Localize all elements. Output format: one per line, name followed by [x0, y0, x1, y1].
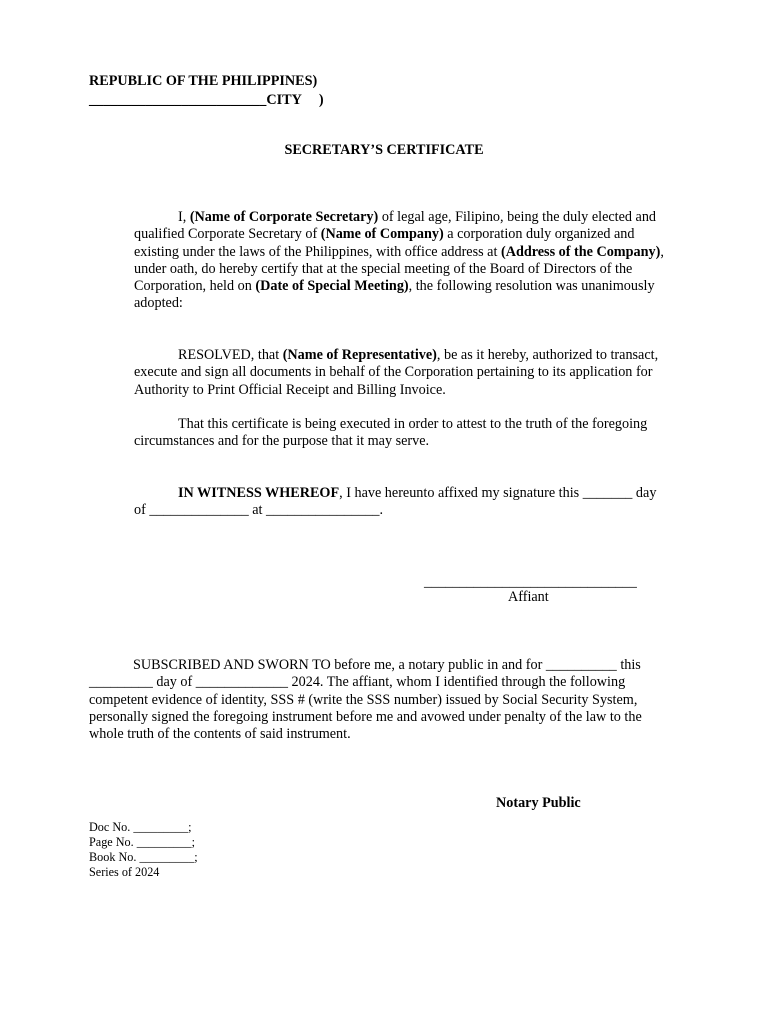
resolution-text: , be as it hereby, authorized to transact,	[436, 347, 659, 363]
republic-line: REPUBLIC OF THE PHILIPPINES)	[89, 73, 318, 89]
resolution-line	[134, 347, 658, 364]
jurat-line: whole truth of the contents of said instrument.	[89, 726, 351, 743]
jurat-text: SUBSCRIBED AND SWORN TO before me, a notary public in and for __________ this	[133, 657, 641, 673]
venue-header	[89, 73, 324, 109]
representative-placeholder: (Name of Representative)	[282, 347, 437, 363]
book-number: Book No. _________;	[89, 850, 198, 864]
intro-text: a corporation duly organized and	[443, 226, 635, 243]
intro-text: qualified Corporate Secretary of	[134, 226, 321, 243]
city-paren: )	[318, 92, 324, 108]
jurat-line	[89, 657, 642, 674]
jurat-line: personally signed the foregoing instrument before me and avowed under penalty of the law to the	[89, 708, 642, 725]
doc-number: Doc No. _________;	[89, 820, 192, 834]
affiant-label: Affiant	[508, 589, 549, 605]
purpose-paragraph	[134, 416, 647, 451]
resolution-text: RESOLVED, that	[178, 347, 283, 363]
document-title: SECRETARY’S CERTIFICATE	[284, 142, 484, 158]
city-blank: _________________________	[89, 92, 267, 108]
intro-line	[134, 278, 664, 295]
intro-text: ,	[660, 243, 664, 260]
company-name-placeholder: (Name of Company)	[320, 226, 444, 243]
corporate-secretary-placeholder: (Name of Corporate Secretary)	[189, 209, 379, 225]
witness-line: of ______________ at ________________.	[134, 502, 384, 519]
affiant-signature-line: ______________________________	[424, 574, 637, 590]
page-number: Page No. _________;	[89, 835, 195, 849]
series-year: Series of 2024	[89, 865, 160, 879]
purpose-line	[134, 416, 647, 433]
city-label: CITY	[266, 92, 302, 108]
witness-paragraph	[134, 485, 656, 520]
intro-line	[134, 226, 664, 243]
purpose-line: circumstances and for the purpose that it may serve.	[134, 433, 430, 450]
jurat-line: _________ day of _____________ 2024. The affiant, whom I identified through the following	[89, 674, 626, 691]
resolution-line: execute and sign all documents in behalf of the Corporation pertaining to its application for	[134, 364, 653, 381]
intro-text: existing under the laws of the Philippines, with office address at	[134, 243, 501, 260]
intro-paragraph	[134, 209, 664, 313]
company-address-placeholder: (Address of the Company)	[500, 243, 661, 260]
intro-text: of legal age, Filipino, being the duly elected and	[378, 209, 657, 225]
purpose-text: That this certificate is being executed in order to attest to the truth of the foregoing	[178, 416, 648, 432]
jurat-paragraph	[89, 657, 642, 743]
intro-line	[134, 209, 664, 226]
notarial-register	[89, 820, 198, 880]
witness-line	[134, 485, 656, 502]
meeting-date-placeholder: (Date of Special Meeting)	[255, 278, 409, 295]
intro-line: adopted:	[134, 295, 183, 312]
intro-text: , the following resolution was unanimously	[408, 278, 655, 295]
intro-line	[134, 244, 664, 261]
resolution-line: Authority to Print Official Receipt and Billing Invoice.	[134, 381, 446, 398]
intro-line: under oath, do hereby certify that at the special meeting of the Board of Directors of the	[134, 260, 633, 277]
witness-text: , I have hereunto affixed my signature this _______ day	[339, 485, 657, 501]
intro-text: I,	[178, 209, 190, 225]
notary-public-label: Notary Public	[496, 795, 581, 811]
jurat-line: competent evidence of identity, SSS # (write the SSS number) issued by Social Security System,	[89, 691, 638, 708]
intro-text: Corporation, held on	[134, 278, 256, 295]
city-line	[89, 92, 324, 109]
witness-heading: IN WITNESS WHEREOF	[178, 485, 340, 501]
resolution-paragraph	[134, 347, 658, 399]
